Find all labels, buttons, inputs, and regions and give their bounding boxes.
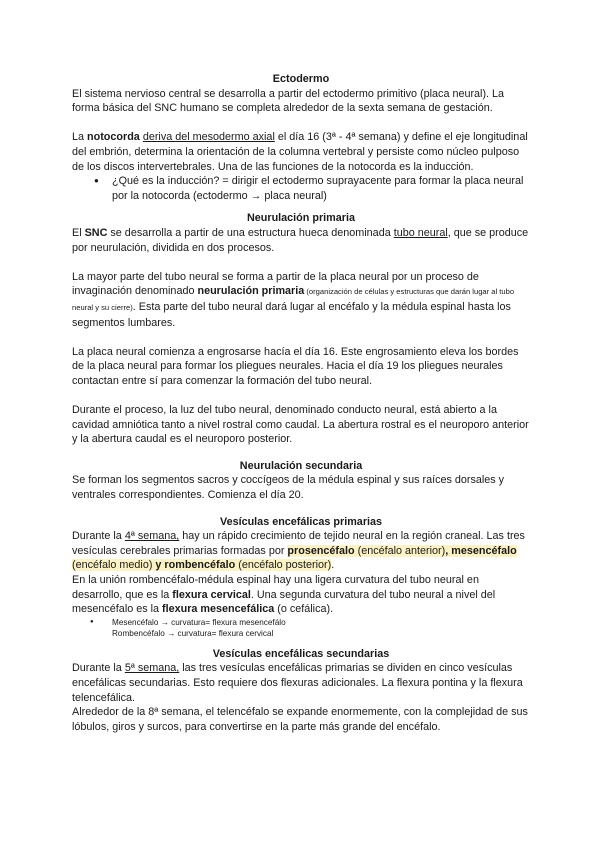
section-title-neurulacion-secundaria: Neurulación secundaria [239, 459, 363, 472]
section-title-ectodermo: Ectodermo [272, 73, 330, 85]
text: . Esta parte del tubo neural dará lugar al encéfalo y la médula espinal hasta los segmentos lumbares. [72, 300, 511, 329]
underlined-term: 4ª semana, [124, 530, 180, 543]
text: se desarrolla a partir de una estructura hueca denominada [107, 226, 394, 239]
highlighted-text: , [445, 544, 452, 557]
paragraph [72, 529, 530, 573]
text: Durante la [72, 662, 125, 675]
text: el día 16 (3ª - 4ª semana) y define el eje longitudinal del embrión, determina la orientación de la columna vertebral y persiste como núcleo pulposo de los discos intervertebrales. Una de las funciones de la notocorda es la inducción. [72, 131, 528, 173]
small-note: (organización de células y estructuras que darán lugar al tubo neural y su cierre) [72, 287, 515, 312]
text: las tres vesículas encefálicas primarias se dividen en cinco vesículas encefálicas secundarias. Esto requiere dos flexuras adicionales. La flexura pontina y la flexura telencefálica. [72, 662, 523, 704]
paragraph [72, 130, 530, 174]
highlighted-text: (encéfalo medio) [72, 559, 156, 572]
text: En la unión rombencéfalo-médula espinal hay una ligera curvatura del tubo neural en desarrollo, que es la [72, 574, 479, 601]
paragraph: El sistema nervioso central se desarrolla a partir del ectodermo primitivo (placa neural). La forma básica del SNC humano se completa alrededor de la sexta semana de gestación. [72, 87, 505, 115]
highlighted-term: mesencéfalo [451, 544, 517, 557]
bold-term: SNC [84, 226, 108, 239]
paragraph [72, 573, 530, 617]
text: . [331, 559, 335, 572]
bold-term: flexura cervical [172, 588, 251, 601]
paragraph: Se forman los segmentos sacros y coccígeos de la médula espinal y sus raíces dorsales y ventrales correspondientes. Comienza el día 20. [72, 474, 505, 502]
bullet-list [72, 174, 530, 203]
highlighted-text: (encéfalo anterior) [354, 544, 446, 557]
paragraph: Durante el proceso, la luz del tubo neural, denominado conducto neural, está abierto a la cavidad amniótica tanto a nivel rostral como caudal. La abertura rostral es el neuroporo anterior y la abertura caudal es el neuroporo posterior. [72, 404, 529, 446]
section-title-neurulacion-primaria: Neurulación primaria [246, 212, 355, 225]
highlighted-term: y rombencéfalo [155, 559, 236, 572]
text: El [72, 226, 85, 239]
highlighted-term: prosencéfalo [287, 544, 355, 557]
text: . Una segunda curvatura del tubo neural a nivel del mesencéfalo es la [72, 588, 496, 616]
text: Mesencéfalo → curvatura= flexura mesencefálo [112, 617, 286, 627]
paragraph: La placa neural comienza a engrosarse hacía el día 16. Este engrosamiento eleva los bordes de la placa neural para formar los pliegues neurales. Hacia el día 19 los pliegues neurales contactan entre sí para comenzar la formación del tubo neural. [72, 345, 519, 387]
paragraph: Alrededor de la 8ª semana, el telencéfalo se expande enormemente, con la complejidad de sus lóbulos, giros y surcos, para convertirse en la parte más grande del encéfalo. [72, 706, 528, 733]
section-title-vesiculas-secundarias: Vesículas encefálicas secundarias [212, 647, 390, 660]
paragraph [72, 661, 530, 705]
text: Durante la [72, 530, 125, 543]
text: hay un rápido crecimiento de tejido neural en la región craneal. Las tres vesículas cerebrales primarias formadas por [72, 530, 525, 557]
underlined-term: 5ª semana, [124, 662, 180, 675]
bold-term: notocorda [87, 131, 140, 144]
text: (o cefálica). [274, 603, 334, 616]
text: Rombencéfalo → curvatura= flexura cervical [112, 628, 274, 638]
underlined-term: tubo neural [393, 226, 448, 239]
bold-term: neurulación primaria [197, 285, 305, 298]
paragraph [72, 226, 530, 255]
text: La [72, 131, 88, 144]
list-item: ● ¿Qué es la inducción? = dirigir el ectodermo suprayacente para formar la placa neural por la notocorda (ectodermo → placa neural) [112, 174, 530, 203]
bullet-list [72, 617, 530, 639]
list-item [112, 617, 530, 639]
bold-term: flexura mesencefálica [162, 603, 275, 616]
section-title-vesiculas-primarias: Vesículas encefálicas primarias [219, 515, 383, 528]
paragraph [72, 270, 530, 330]
text: La mayor parte del tubo neural se forma a partir de la placa neural por un proceso de invaginación denominado [72, 270, 479, 298]
underlined-term: deriva del mesodermo axial [142, 131, 275, 144]
highlighted-text: (encéfalo posterior) [235, 559, 332, 572]
text: , que se produce por neurulación, dividida en dos procesos. [72, 226, 529, 254]
